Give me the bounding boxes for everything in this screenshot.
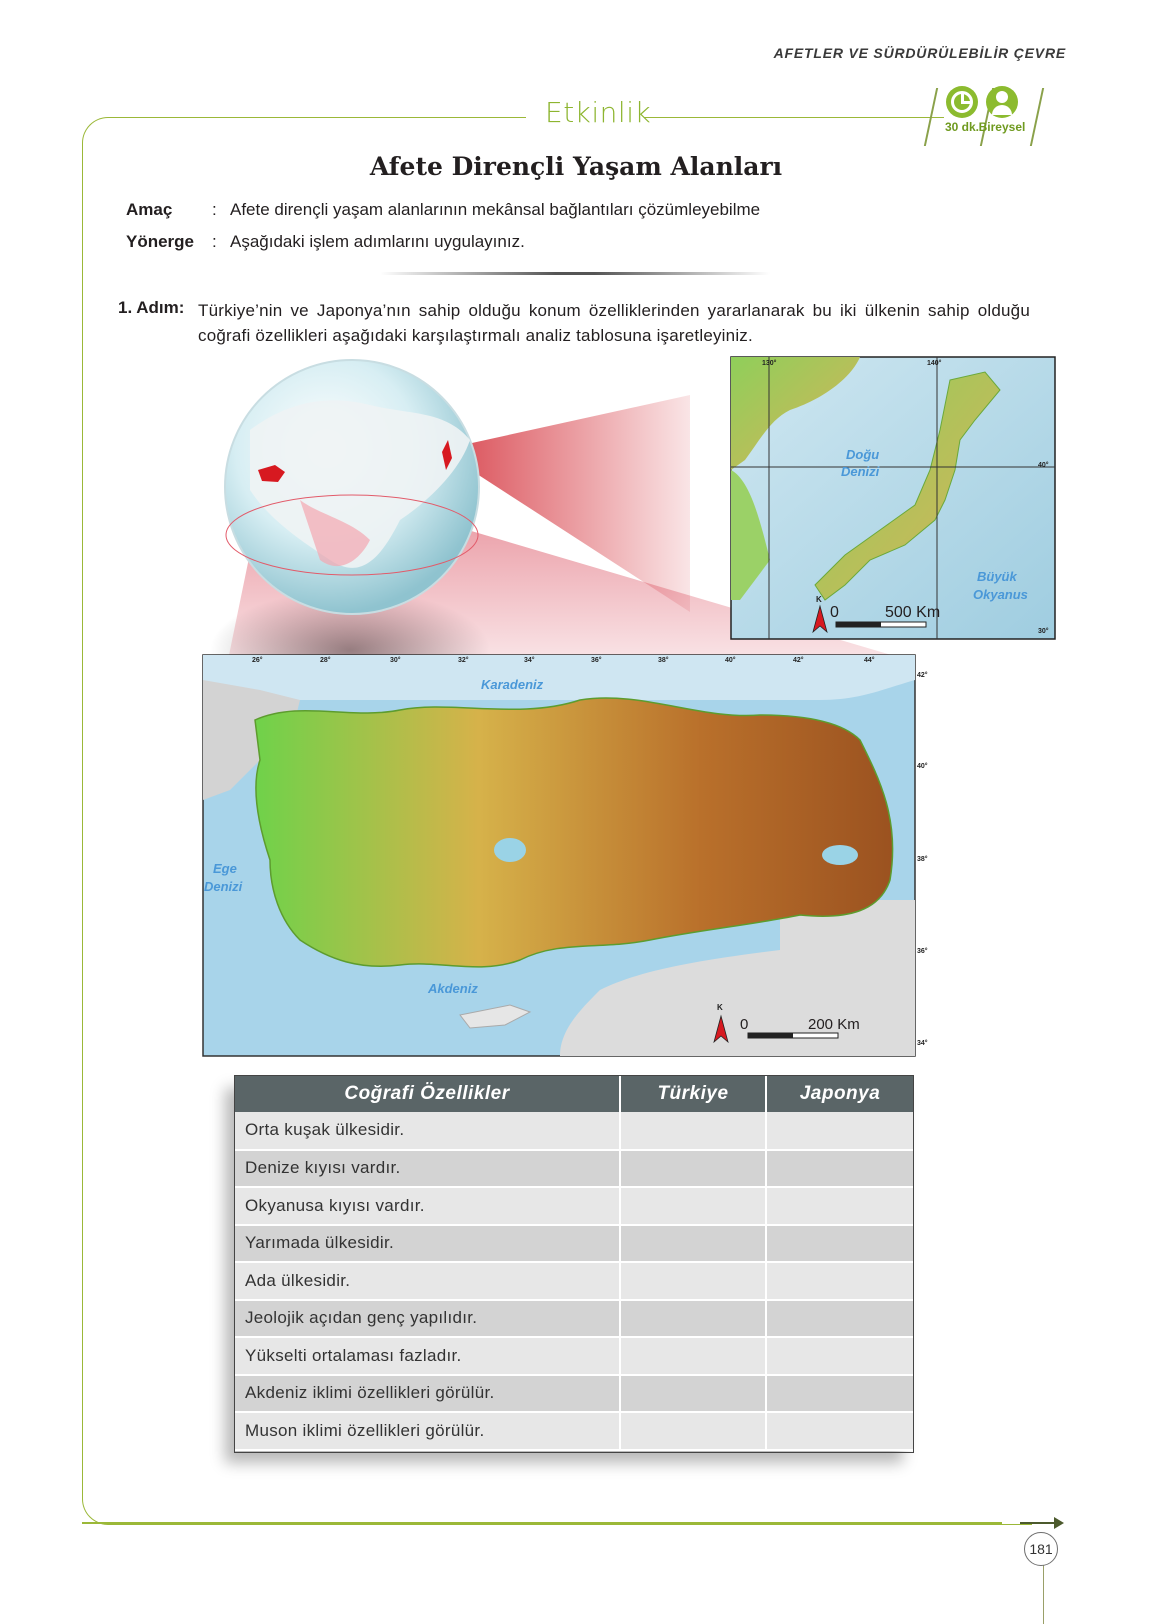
turkey-map [203,655,915,1056]
purpose-colon: : [212,200,217,219]
table-row [235,1112,913,1150]
globe [225,360,479,614]
japan-lat-tick: 30° [1038,628,1049,635]
table-row [235,1187,913,1225]
turkey-lon-tick: 42° [793,657,804,664]
turkey-lon-tick: 32° [458,657,469,664]
turkey-answer-cell[interactable] [620,1112,766,1150]
feature-cell: Yükselti ortalaması fazladır. [235,1337,620,1375]
step-label: 1. Adım: [118,298,185,317]
table-row [235,1150,913,1188]
japan-lat-tick: 40° [1038,462,1049,469]
purpose-value: Afete dirençli yaşam alanlarının mekânsal bağlantıları çözümleyebilme [230,200,761,219]
japan-lon-tick: 130° [762,360,777,367]
table-row [235,1262,913,1300]
turkey-answer-cell[interactable] [620,1375,766,1413]
feature-cell: Ada ülkesidir. [235,1262,620,1300]
mode-label: Bireysel [978,120,1026,134]
japan-lon-tick: 140° [927,360,942,367]
black-sea-label: Karadeniz [481,677,544,692]
turkey-lon-tick: 34° [524,657,535,664]
feature-cell: Akdeniz iklimi özellikleri görülür. [235,1375,620,1413]
activity-title: Afete Dirençli Yaşam Alanları [369,152,783,181]
sea-label: Denizi [841,464,880,479]
table-row [235,1337,913,1375]
table-row [235,1300,913,1338]
step-text: Türkiye’nin ve Japonya’nın sahip olduğu konum özelliklerinden yararlanarak bu iki ülkenin sahip olduğu coğrafi özellikleri aşağıdaki karşılaştırmalı analiz tablosuna işaretleyiniz. [198,301,1030,345]
turkey-answer-cell[interactable] [620,1412,766,1450]
japan-answer-cell[interactable] [766,1262,913,1300]
duration-label: 30 dk. [944,120,980,134]
instruction-key: Yönerge [126,232,195,251]
north-label: K [816,595,822,604]
scale-zero: 0 [830,604,839,621]
scale-zero: 0 [740,1016,749,1033]
instruction-value: Aşağıdaki işlem adımlarını uygulayınız. [230,232,525,251]
feature-cell: Orta kuşak ülkesidir. [235,1112,620,1150]
turkey-lon-tick: 28° [320,657,331,664]
turkey-answer-cell[interactable] [620,1300,766,1338]
turkey-lat-tick: 38° [917,856,928,863]
turkey-answer-cell[interactable] [620,1187,766,1225]
turkey-answer-cell[interactable] [620,1337,766,1375]
turkey-lon-tick: 30° [390,657,401,664]
instruction-colon: : [212,232,217,251]
japan-answer-cell[interactable] [766,1337,913,1375]
north-label: K [717,1003,723,1012]
feature-cell: Okyanusa kıyısı vardır. [235,1187,620,1225]
page-number: 181 [1024,1532,1058,1566]
turkey-lat-tick: 42° [917,672,928,679]
comparison-table [235,1076,913,1451]
table-row [235,1375,913,1413]
turkey-lon-tick: 40° [725,657,736,664]
japan-answer-cell[interactable] [766,1112,913,1150]
ocean-label: Okyanus [973,587,1028,602]
turkey-lon-tick: 36° [591,657,602,664]
japan-answer-cell[interactable] [766,1412,913,1450]
turkey-lon-tick: 38° [658,657,669,664]
turkey-lon-tick: 26° [252,657,263,664]
japan-answer-cell[interactable] [766,1187,913,1225]
mediterranean-label: Akdeniz [428,981,478,996]
turkey-lat-tick: 34° [917,1040,928,1047]
table-header-row [235,1076,913,1112]
turkey-lon-tick: 44° [864,657,875,664]
aegean-label: Ege [213,861,237,876]
ocean-label: Büyük [977,569,1017,584]
turkey-lat-tick: 36° [917,948,928,955]
feature-cell: Muson iklimi özellikleri görülür. [235,1412,620,1450]
japan-answer-cell[interactable] [766,1225,913,1263]
japan-answer-cell[interactable] [766,1300,913,1338]
table-row [235,1225,913,1263]
arrow-head-icon [1054,1517,1064,1529]
aegean-label: Denizi [204,879,243,894]
header-turkey: Türkiye [620,1076,766,1112]
feature-cell: Denize kıyısı vardır. [235,1150,620,1188]
section-label: Etkinlik [545,96,652,129]
scale-end: 200 Km [808,1016,860,1033]
japan-answer-cell[interactable] [766,1375,913,1413]
feature-cell: Yarımada ülkesidir. [235,1225,620,1263]
table-row [235,1412,913,1450]
purpose-key: Amaç [126,200,173,219]
feature-cell: Jeolojik açıdan genç yapılıdır. [235,1300,620,1338]
frame-bottom-line [82,1522,1002,1524]
scale-end: 500 Km [885,604,941,621]
turkey-lat-tick: 40° [917,763,928,770]
header-features: Coğrafi Özellikler [235,1076,620,1112]
turkey-answer-cell[interactable] [620,1225,766,1263]
running-header: AFETLER VE SÜRDÜRÜLEBİLİR ÇEVRE [773,45,1066,61]
sea-label: Doğu [846,447,880,462]
turkey-answer-cell[interactable] [620,1150,766,1188]
japan-answer-cell[interactable] [766,1150,913,1188]
turkey-answer-cell[interactable] [620,1262,766,1300]
header-japan: Japonya [766,1076,913,1112]
